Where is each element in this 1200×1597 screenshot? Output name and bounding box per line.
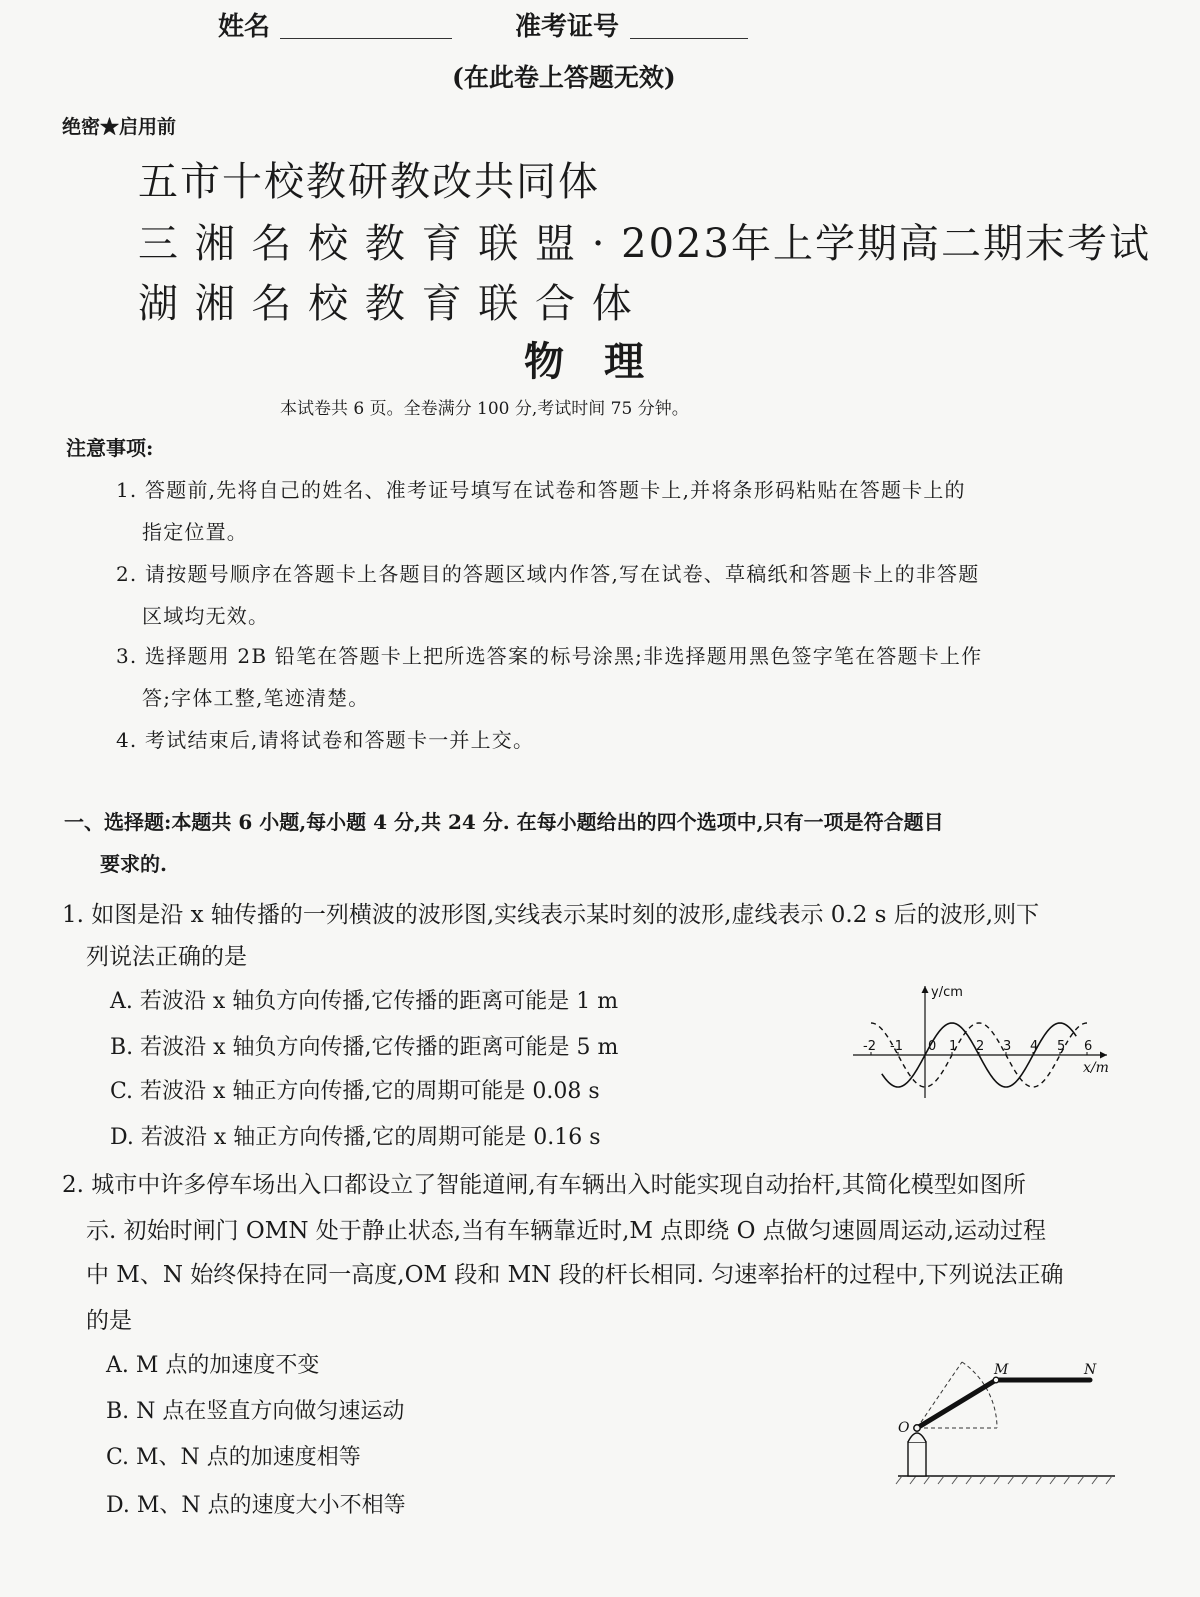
x-tick-label: -1 xyxy=(890,1039,903,1054)
exam-id-blank[interactable] xyxy=(630,38,748,39)
x-tick-label: 2 xyxy=(976,1039,985,1054)
note-item: 1. 答题前,先将自己的姓名、准考证号填写在试卷和答题卡上,并将条形码粘贴在答题卡上的 xyxy=(116,478,966,502)
exam-id-label: 准考证号 xyxy=(515,12,620,42)
q1-stem-cont: 列说法正确的是 xyxy=(86,944,247,970)
title-line-2: 三 湘 名 校 教 育 联 盟 · 2023年上学期高二期末考试 xyxy=(138,221,1151,267)
x-tick-label: 6 xyxy=(1084,1039,1093,1054)
pivot-o xyxy=(914,1425,920,1431)
secret-tag: 绝密★启用前 xyxy=(62,116,177,138)
x-axis-label: x/m xyxy=(1083,1060,1109,1076)
subject-title: 物 理 xyxy=(524,338,644,385)
q2-option-a[interactable]: A. M 点的加速度不变 xyxy=(106,1353,320,1378)
q2-option-b[interactable]: B. N 点在竖直方向做匀速运动 xyxy=(106,1399,405,1424)
note-item: 答;字体工整,笔迹清楚。 xyxy=(142,686,370,710)
exam-info: 本试卷共 6 页。全卷满分 100 分,考试时间 75 分钟。 xyxy=(280,399,689,419)
invalid-notice: (在此卷上答题无效) xyxy=(452,63,676,92)
joint-m xyxy=(993,1377,999,1383)
x-tick-label: 4 xyxy=(1030,1039,1039,1054)
label-m: M xyxy=(994,1362,1009,1378)
q1-option-d[interactable]: D. 若波沿 x 轴正方向传播,它的周期可能是 0.16 s xyxy=(110,1125,601,1150)
note-item: 区域均无效。 xyxy=(142,604,270,628)
q2-option-c[interactable]: C. M、N 点的加速度相等 xyxy=(106,1445,361,1470)
title-line-1: 五市十校教研教改共同体 xyxy=(138,159,600,205)
x-tick-label: 1 xyxy=(949,1039,958,1054)
label-n: N xyxy=(1084,1362,1097,1378)
title-line-3: 湖 湘 名 校 教 育 联 合 体 xyxy=(138,281,634,327)
ground-hatching xyxy=(896,1476,1112,1484)
q1-option-c[interactable]: C. 若波沿 x 轴正方向传播,它的周期可能是 0.08 s xyxy=(110,1079,600,1104)
section-1-heading: 一、选择题:本题共 6 小题,每小题 4 分,共 24 分. 在每小题给出的四个选项中,只有一项是符合题目 xyxy=(64,810,944,834)
section-1-heading-cont: 要求的. xyxy=(100,852,167,876)
q1-stem: 1. 如图是沿 x 轴传播的一列横波的波形图,实线表示某时刻的波形,虚线表示 0.2 s 后的波形,则下 xyxy=(62,902,1040,928)
note-item: 4. 考试结束后,请将试卷和答题卡一并上交。 xyxy=(116,728,535,752)
q2-stem: 2. 城市中许多停车场出入口都设立了智能道闸,有车辆出入时能实现自动抬杆,其简化模型如图所 xyxy=(62,1172,1026,1198)
q2-stem-cont: 示. 初始时闸门 OMN 处于静止状态,当有车辆靠近时,M 点即绕 O 点做匀速圆周运动,运动过程 xyxy=(86,1218,1047,1244)
q2-option-d[interactable]: D. M、N 点的速度大小不相等 xyxy=(106,1493,406,1518)
label-o: O xyxy=(898,1420,910,1436)
q2-stem-cont: 中 M、N 始终保持在同一高度,OM 段和 MN 段的杆长相同. 匀速率抬杆的过程中,下列说法正确 xyxy=(86,1262,1064,1288)
x-tick-label: 5 xyxy=(1057,1039,1066,1054)
gate-pillar xyxy=(908,1442,926,1476)
name-label: 姓名 xyxy=(218,12,271,42)
pillar-cap xyxy=(908,1433,926,1442)
y-axis-label: y/cm xyxy=(931,985,963,1000)
notes-heading: 注意事项: xyxy=(66,436,154,460)
note-item: 2. 请按题号顺序在答题卡上各题目的答题区域内作答,写在试卷、草稿纸和答题卡上的非答题 xyxy=(116,562,980,586)
arm-om xyxy=(917,1380,996,1428)
q1-option-a[interactable]: A. 若波沿 x 轴负方向传播,它传播的距离可能是 1 m xyxy=(110,989,619,1014)
q1-wave-figure xyxy=(845,980,1120,1100)
note-item: 指定位置。 xyxy=(142,520,248,544)
q1-option-b[interactable]: B. 若波沿 x 轴负方向传播,它传播的距离可能是 5 m xyxy=(110,1035,619,1060)
q2-gate-figure xyxy=(890,1350,1120,1490)
q2-stem-cont: 的是 xyxy=(86,1308,132,1334)
x-tick-label: 0 xyxy=(928,1039,937,1054)
dashed-raised-arm xyxy=(917,1362,962,1428)
x-tick-label: 3 xyxy=(1003,1039,1012,1054)
note-item: 3. 选择题用 2B 铅笔在答题卡上把所选答案的标号涂黑;非选择题用黑色签字笔在答题卡上作 xyxy=(116,644,983,668)
name-blank[interactable] xyxy=(280,38,452,39)
x-tick-label: -2 xyxy=(863,1039,876,1054)
